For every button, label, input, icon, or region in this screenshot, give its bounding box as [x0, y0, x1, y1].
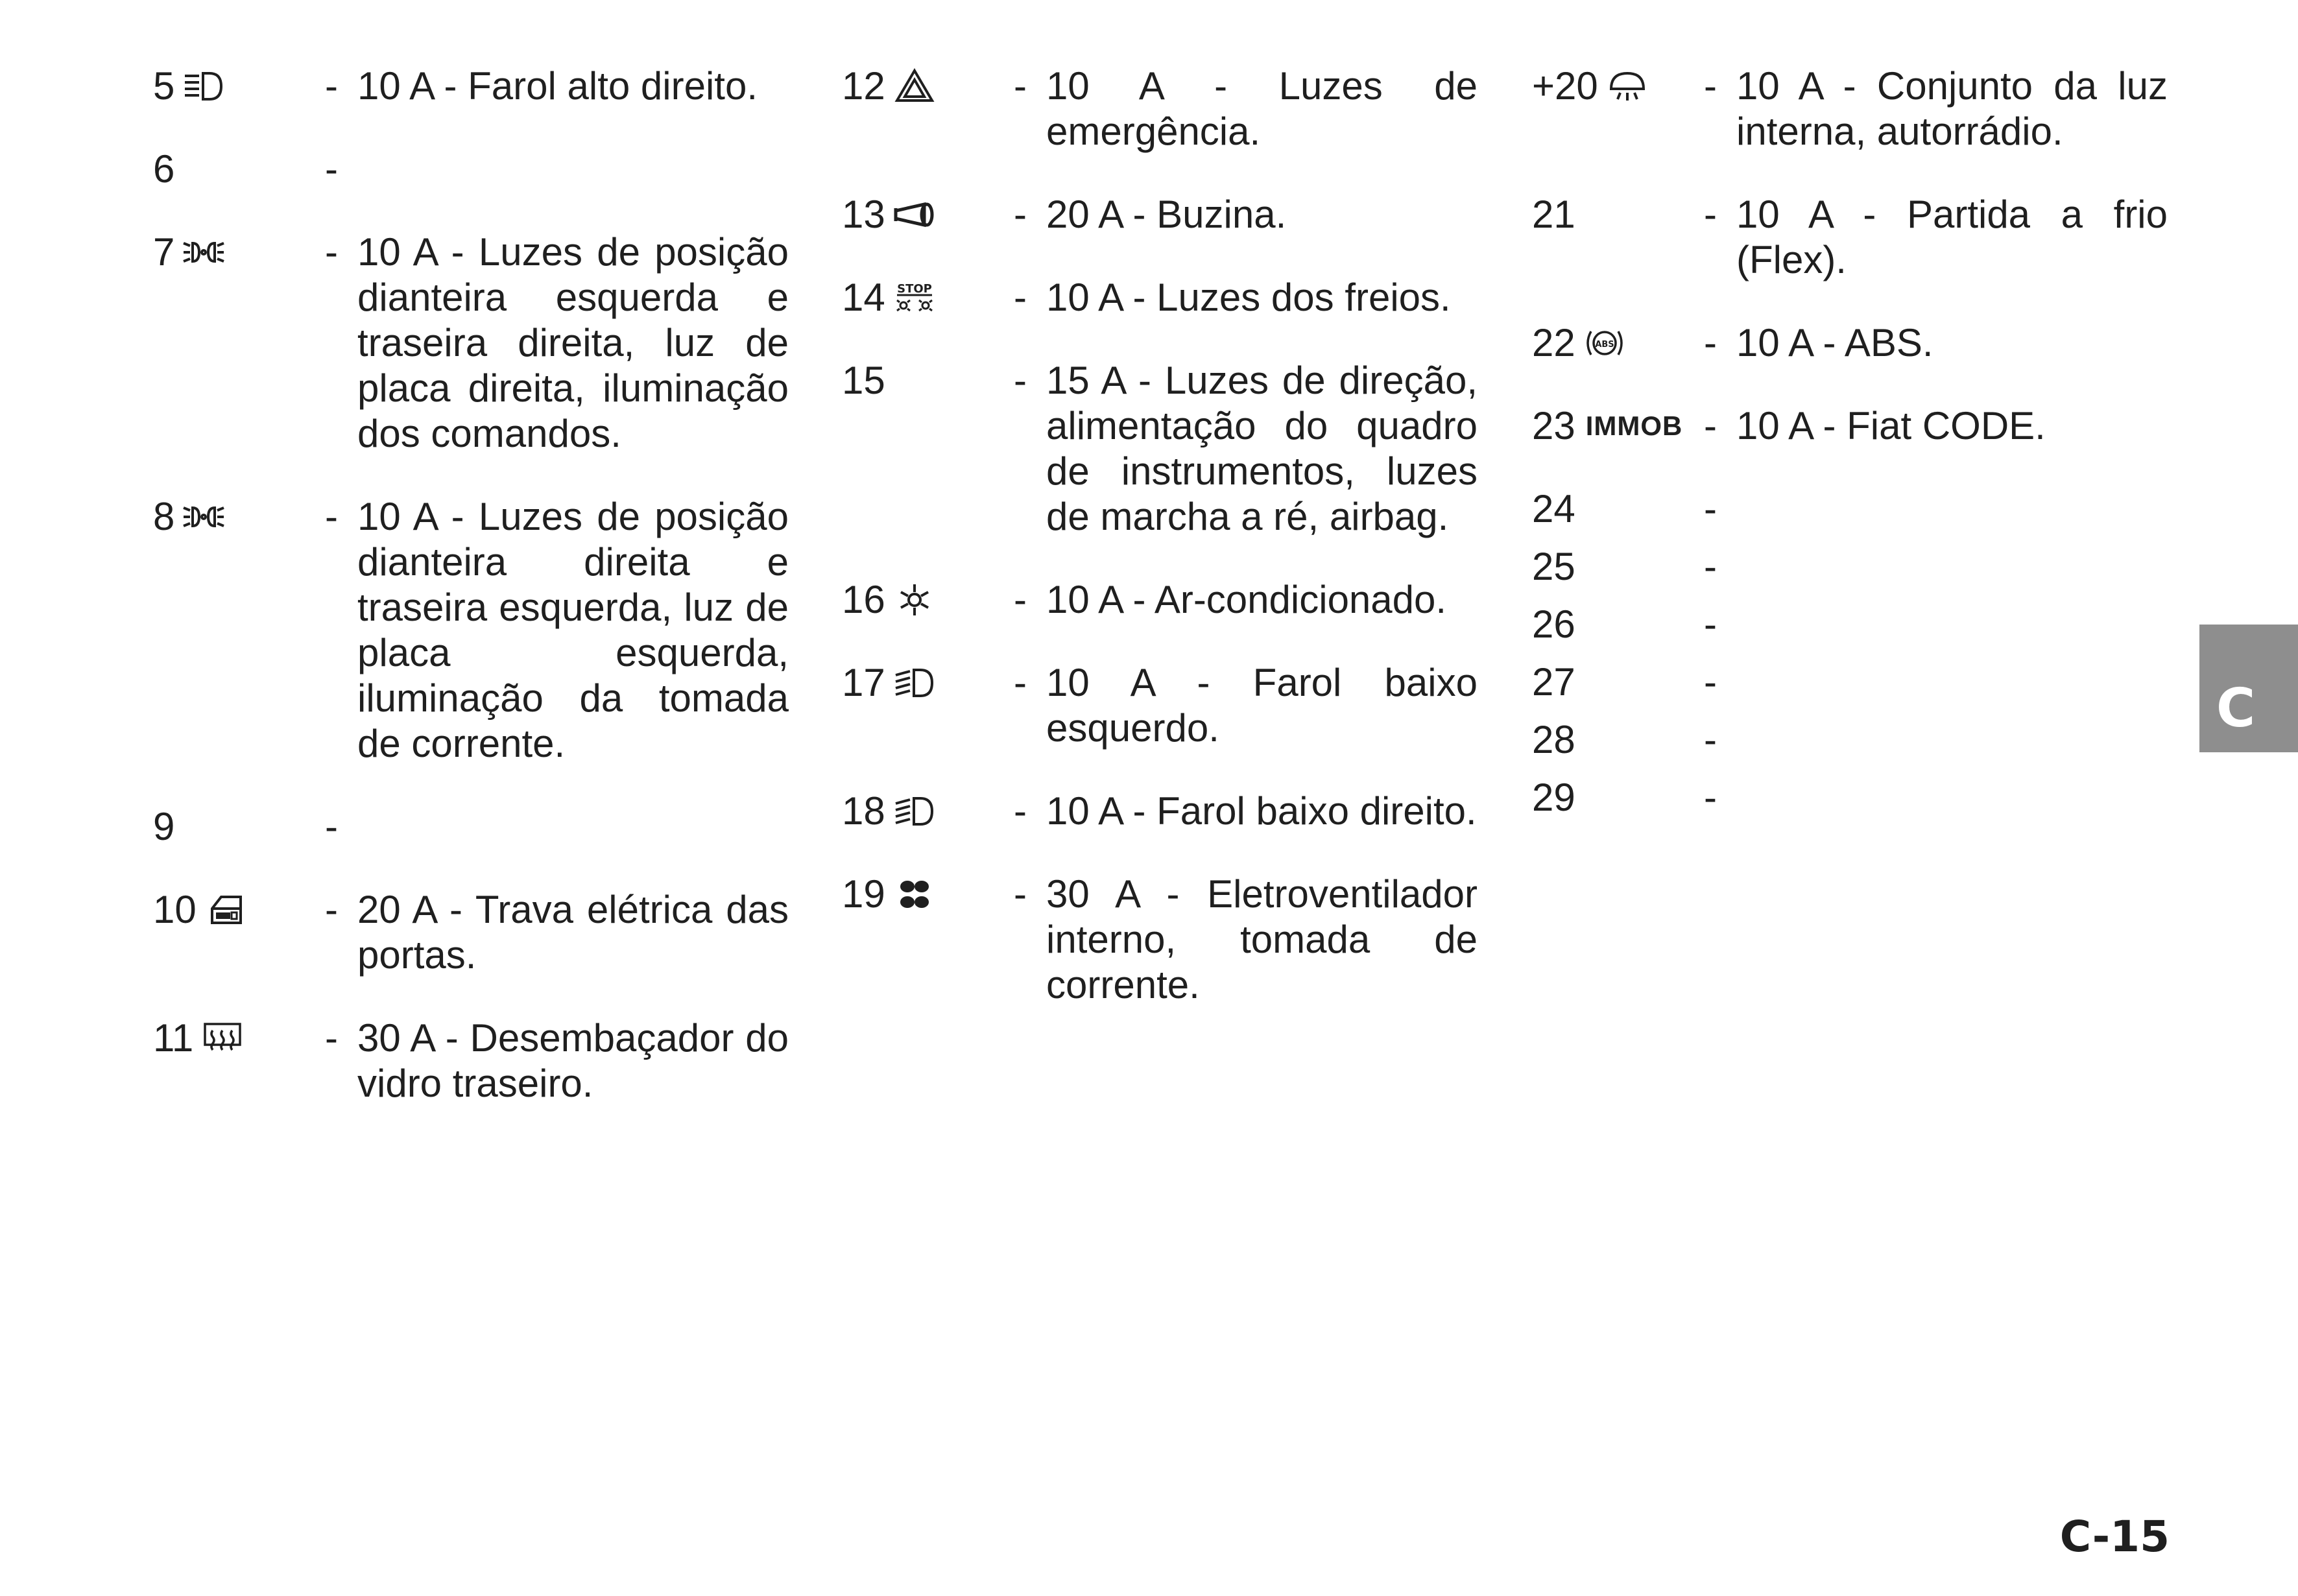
- fuse-number: 8: [153, 495, 175, 538]
- stop-lights-icon: [891, 275, 939, 320]
- fuse-number: 23: [1532, 404, 1575, 447]
- fuse-id: [1532, 486, 1575, 532]
- fuse-description: 10 A - Fiat CODE.: [1736, 404, 2046, 447]
- fuse-separator: -: [325, 495, 338, 538]
- fuse-id: [842, 358, 885, 403]
- fuse-separator: -: [1704, 64, 1717, 108]
- fuse-id: [1532, 403, 1682, 449]
- fuse-id: [153, 887, 250, 933]
- immobilizer-label: IMMOB: [1585, 411, 1683, 441]
- fuse-separator: -: [1704, 776, 1717, 819]
- fuse-description: 10 A - Conjunto da luz interna, autorrádio.: [1736, 64, 2168, 153]
- fuse-id: [1532, 544, 1575, 590]
- abs-icon: [1581, 320, 1629, 366]
- fuse-entry-row: [1532, 775, 2170, 820]
- svg-text:STOP: STOP: [896, 282, 932, 296]
- fuse-id: [1532, 602, 1575, 647]
- fuse-entry-row: [153, 494, 791, 767]
- fuse-entry-row: [1532, 403, 2170, 449]
- fuse-number: 14: [842, 276, 885, 319]
- fuse-id: [1532, 660, 1575, 705]
- fuse-column-3: [1532, 64, 2170, 833]
- fuse-entry-row: [842, 789, 1480, 834]
- svg-text:ABS: ABS: [1595, 340, 1614, 350]
- fuse-description: 10 A - Farol baixo esquerdo.: [1046, 661, 1478, 750]
- fuse-description: 10 A - Farol baixo direito.: [1046, 789, 1477, 833]
- fuse-entry-row: [153, 230, 791, 457]
- fuse-entry-row: [842, 660, 1480, 751]
- air-conditioning-icon: [891, 577, 939, 623]
- section-tab: [2199, 625, 2298, 752]
- fuse-entry-row: [842, 192, 1480, 237]
- fuse-entry: [1532, 320, 2170, 366]
- fuse-separator: -: [1704, 545, 1717, 588]
- fuse-separator: -: [1704, 660, 1717, 704]
- fuse-separator: -: [1014, 193, 1027, 236]
- fuse-column-1: [153, 64, 791, 1144]
- fuse-entry: [842, 872, 1480, 1008]
- fuse-id: [1532, 320, 1629, 366]
- fuse-entry: [1532, 64, 2170, 154]
- fuse-entry: [1532, 486, 2170, 532]
- fuse-separator: -: [325, 805, 338, 848]
- fuse-entry-row: [842, 64, 1480, 154]
- fuse-number: 12: [842, 64, 885, 108]
- fan-icon: [891, 872, 939, 917]
- fuse-number: 13: [842, 193, 885, 236]
- fuse-separator: -: [325, 64, 338, 108]
- fuse-entry-row: [842, 872, 1480, 1008]
- fuse-entry: [153, 887, 791, 978]
- fuse-description: 10 A - Luzes dos freios.: [1046, 276, 1451, 319]
- fuse-number: +20: [1532, 64, 1598, 108]
- fuse-entry-row: [1532, 544, 2170, 590]
- fuse-separator: -: [1014, 276, 1027, 319]
- hazard-icon: [891, 64, 939, 109]
- fuse-description: 10 A - Farol alto direito.: [357, 64, 758, 108]
- fuse-separator: -: [1014, 64, 1027, 108]
- high-beam-icon: [180, 64, 228, 109]
- fuse-entry: [153, 64, 791, 109]
- fuse-entry: [153, 147, 791, 192]
- fuse-entry: [1532, 544, 2170, 590]
- fuse-id: [842, 577, 939, 623]
- fuse-entry-row: [1532, 320, 2170, 366]
- fuse-entry: [842, 577, 1480, 623]
- fuse-number: 7: [153, 230, 175, 274]
- fuse-number: 24: [1532, 487, 1575, 530]
- fuse-description: 10 A - Luzes de emergência.: [1046, 64, 1478, 153]
- fuse-description: 10 A - Luzes de posição dianteira esquerda e traseira direita, luz de placa direita, iluminação dos comandos.: [357, 230, 789, 455]
- fuse-entry-row: [842, 358, 1480, 540]
- fuse-entry: [1532, 602, 2170, 647]
- fuse-id: [1532, 64, 1651, 109]
- fuse-description: 15 A - Luzes de direção, alimentação do quadro de instrumentos, luzes de marcha a ré, airbag.: [1046, 359, 1478, 538]
- fuse-number: 19: [842, 872, 885, 916]
- fuse-separator: -: [1704, 602, 1717, 646]
- fuse-entry-row: [842, 577, 1480, 623]
- fuse-number: 6: [153, 147, 175, 191]
- fuse-id: [153, 494, 228, 540]
- fuse-entry-row: [153, 64, 791, 109]
- low-beam-icon: [891, 660, 939, 706]
- fuse-id: [842, 275, 939, 320]
- rear-defroster-icon: [198, 1016, 246, 1061]
- immobilizer-icon: [1586, 403, 1683, 449]
- fuse-entry-row: [1532, 660, 2170, 705]
- position-lights-icon: [180, 230, 228, 275]
- fuse-entry-row: [1532, 192, 2170, 283]
- fuse-entry: [842, 64, 1480, 154]
- fuse-number: 11: [153, 1016, 194, 1060]
- fuse-separator: -: [1704, 193, 1717, 236]
- fuse-separator: -: [325, 147, 338, 191]
- fuse-id: [842, 64, 939, 109]
- fuse-separator: -: [1704, 321, 1717, 364]
- fuse-separator: -: [1704, 718, 1717, 761]
- fuse-entry: [842, 789, 1480, 834]
- fuse-number: 17: [842, 661, 885, 704]
- fuse-entry-row: [1532, 64, 2170, 154]
- fuse-id: [1532, 775, 1575, 820]
- fuse-description: 20 A - Buzina.: [1046, 193, 1287, 236]
- fuse-separator: -: [1704, 487, 1717, 530]
- fuse-entry: [842, 192, 1480, 237]
- fuse-number: 18: [842, 789, 885, 833]
- fuse-separator: -: [325, 1016, 338, 1060]
- page-number: C-15: [2059, 1512, 2170, 1562]
- fuse-entry: [153, 1016, 791, 1106]
- fuse-entry-row: [842, 275, 1480, 320]
- fuse-id: [842, 789, 939, 834]
- fuse-id: [153, 64, 228, 109]
- fuse-entry-row: [153, 1016, 791, 1106]
- fuse-separator: -: [325, 230, 338, 274]
- fuse-entry-row: [1532, 717, 2170, 763]
- fuse-entry-row: [1532, 486, 2170, 532]
- fuse-separator: -: [1704, 404, 1717, 447]
- fuse-separator: -: [325, 888, 338, 931]
- fuse-number: 9: [153, 805, 175, 848]
- fuse-number: 22: [1532, 321, 1575, 364]
- low-beam-icon: [891, 789, 939, 834]
- fuse-entry: [842, 660, 1480, 751]
- fuse-id: [842, 872, 939, 917]
- fuse-number: 27: [1532, 660, 1575, 704]
- fuse-description: 20 A - Trava elétrica das portas.: [357, 888, 789, 977]
- fuse-id: [153, 147, 174, 192]
- fuse-number: 29: [1532, 776, 1575, 819]
- fuse-number: 16: [842, 578, 885, 621]
- fuse-entry-row: [153, 147, 791, 192]
- fuse-entry: [1532, 660, 2170, 705]
- fuse-entry: [1532, 403, 2170, 449]
- fuse-separator: -: [1014, 661, 1027, 704]
- fuse-number: 21: [1532, 193, 1575, 236]
- fuse-description: 10 A - Partida a frio (Flex).: [1736, 193, 2168, 281]
- fuse-number: 15: [842, 359, 885, 402]
- fuse-number: 5: [153, 64, 175, 108]
- fuse-number: 10: [153, 888, 197, 931]
- fuse-entry: [1532, 192, 2170, 283]
- fuse-entry: [842, 358, 1480, 540]
- fuse-entry: [1532, 717, 2170, 763]
- fuse-id: [153, 804, 174, 850]
- fuse-entry: [1532, 775, 2170, 820]
- door-lock-icon: [202, 887, 250, 933]
- fuse-id: [153, 1016, 246, 1061]
- fuse-column-2: [842, 64, 1480, 1045]
- fuse-id: [153, 230, 228, 275]
- fuse-id: [1532, 717, 1575, 763]
- fuse-entry: [153, 804, 791, 850]
- fuse-entry-row: [153, 804, 791, 850]
- interior-light-icon: [1603, 64, 1651, 109]
- fuse-description: 10 A - ABS.: [1736, 321, 1933, 364]
- fuse-separator: -: [1014, 578, 1027, 621]
- fuse-separator: -: [1014, 789, 1027, 833]
- fuse-entry-row: [1532, 602, 2170, 647]
- fuse-entry: [153, 230, 791, 457]
- fuse-number: 28: [1532, 718, 1575, 761]
- fuse-description: 10 A - Luzes de posição dianteira direita e traseira esquerda, luz de placa esquerda, iluminação da tomada de corrente.: [357, 495, 789, 765]
- fuse-id: [1532, 192, 1575, 237]
- fuse-description: 10 A - Ar-condicionado.: [1046, 578, 1447, 621]
- horn-icon: [891, 192, 939, 237]
- fuse-id: [842, 660, 939, 706]
- fuse-separator: -: [1014, 359, 1027, 402]
- fuse-number: 26: [1532, 602, 1575, 646]
- fuse-entry: [842, 275, 1480, 320]
- position-lights-icon: [180, 494, 228, 540]
- fuse-number: 25: [1532, 545, 1575, 588]
- fuse-entry-row: [153, 887, 791, 978]
- fuse-id: [842, 192, 939, 237]
- fuse-separator: -: [1014, 872, 1027, 916]
- section-tab-label: C: [2216, 678, 2256, 739]
- fuse-description: 30 A - Eletroventilador interno, tomada de corrente.: [1046, 872, 1478, 1006]
- fuse-description: 30 A - Desembaçador do vidro traseiro.: [357, 1016, 789, 1105]
- fuse-entry: [153, 494, 791, 767]
